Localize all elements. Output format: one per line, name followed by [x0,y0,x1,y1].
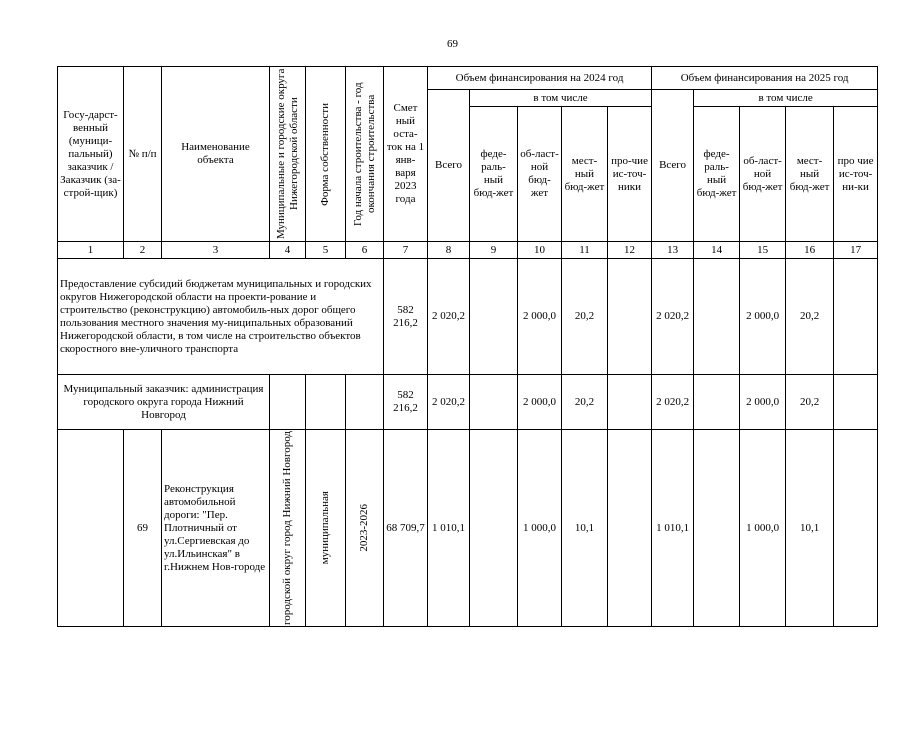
customer-row [58,375,878,430]
summary-total-2024: 2 020,2 [428,259,470,375]
header-local-2024: мест-ный бюд-жет [562,107,608,242]
column-number: 8 [428,242,470,259]
object-ownership-text: муниципальная [319,491,331,565]
header-regional-2025: об-ласт-ной бюд-жет [740,107,786,242]
header-federal-2024: феде-раль-ный бюд-жет [470,107,518,242]
object-other-2024 [608,430,652,627]
object-municipality-text: городской округ город Нижний Новгород [281,431,293,626]
customer-description: Муниципальный заказчик: администрация городского округа города Нижний Новгород [58,375,270,430]
summary-estimate: 582 216,2 [384,259,428,375]
header-total-2025: Всего [652,90,694,242]
customer-total-2025: 2 020,2 [652,375,694,430]
summary-total-2025: 2 020,2 [652,259,694,375]
customer-federal-2025 [694,375,740,430]
header-num: № п/п [124,67,162,242]
summary-regional-2024: 2 000,0 [518,259,562,375]
summary-description: Предоставление субсидий бюджетам муниципальных и городских округов Нижегородской области на проекти-рование и строительство (реконструкцию) автомобиль-ных дорог общего пользования местного значения му-ниципальных образований Нижегородской области, в том числе на строительство объектов скоростного вне-уличного транспорта [58,259,384,375]
column-number: 17 [834,242,878,259]
header-customer: Госу-дарст-венный (муници-пальный) заказчик / Заказчик (за-строй-щик) [58,67,124,242]
object-regional-2025: 1 000,0 [740,430,786,627]
summary-local-2024: 20,2 [562,259,608,375]
column-number: 6 [346,242,384,259]
column-numbers-row [58,242,878,259]
column-number: 14 [694,242,740,259]
column-number: 10 [518,242,562,259]
object-regional-2024: 1 000,0 [518,430,562,627]
column-number: 3 [162,242,270,259]
header-total-2024: Всего [428,90,470,242]
summary-row [58,259,878,375]
object-customer [58,430,124,627]
customer-estimate: 582 216,2 [384,375,428,430]
header-other-2024: про-чие ис-точ-ники [608,107,652,242]
customer-other-2025 [834,375,878,430]
summary-federal-2024 [470,259,518,375]
summary-other-2025 [834,259,878,375]
column-number: 15 [740,242,786,259]
page-number: 69 [447,38,458,50]
column-number: 1 [58,242,124,259]
summary-federal-2025 [694,259,740,375]
header-regional-2024: об-ласт-ной бюд-жет [518,107,562,242]
column-number: 16 [786,242,834,259]
header-municipality [270,67,306,242]
header-ownership [306,67,346,242]
column-number: 4 [270,242,306,259]
customer-regional-2025: 2 000,0 [740,375,786,430]
object-federal-2024 [470,430,518,627]
object-total-2025: 1 010,1 [652,430,694,627]
object-municipality [270,430,306,627]
customer-other-2024 [608,375,652,430]
customer-total-2024: 2 020,2 [428,375,470,430]
object-total-2024: 1 010,1 [428,430,470,627]
customer-ownership [306,375,346,430]
header-fin-2024: Объем финансирования на 2024 год [428,67,652,90]
object-local-2024: 10,1 [562,430,608,627]
object-local-2025: 10,1 [786,430,834,627]
column-number: 2 [124,242,162,259]
header-name: Наименование объекта [162,67,270,242]
header-municipality-text: Муниципальные и городские округа Нижегородской области [274,68,300,240]
object-name: Реконструкция автомобильной дороги: "Пер. Плотничный от ул.Сергиевская до ул.Ильинская" в г.Нижнем Нов-городе [162,430,270,627]
object-years [346,430,384,627]
customer-municipality [270,375,306,430]
summary-local-2025: 20,2 [786,259,834,375]
header-including-2025: в том числе [694,90,878,107]
column-number: 11 [562,242,608,259]
header-ownership-text: Форма собственности [319,102,331,206]
header-other-2025: про чие ис-точ-ни-ки [834,107,878,242]
header-federal-2025: феде-раль-ный бюд-жет [694,107,740,242]
object-estimate: 68 709,7 [384,430,428,627]
object-other-2025 [834,430,878,627]
object-num: 69 [124,430,162,627]
customer-federal-2024 [470,375,518,430]
column-number: 13 [652,242,694,259]
financing-table [57,66,878,627]
summary-regional-2025: 2 000,0 [740,259,786,375]
customer-local-2024: 20,2 [562,375,608,430]
header-years-text: Год начала строительства - год окончания строительства [351,82,377,226]
object-federal-2025 [694,430,740,627]
summary-other-2024 [608,259,652,375]
object-years-text: 2023-2026 [358,504,370,552]
header-estimate: Смет ный оста-ток на 1 янв-варя 2023 года [384,67,428,242]
column-number: 7 [384,242,428,259]
column-number: 5 [306,242,346,259]
header-local-2025: мест-ный бюд-жет [786,107,834,242]
customer-regional-2024: 2 000,0 [518,375,562,430]
column-number: 9 [470,242,518,259]
header-including-2024: в том числе [470,90,652,107]
header-years [346,67,384,242]
column-number: 12 [608,242,652,259]
customer-years [346,375,384,430]
header-fin-2025: Объем финансирования на 2025 год [652,67,878,90]
object-row [58,430,878,627]
object-ownership [306,430,346,627]
customer-local-2025: 20,2 [786,375,834,430]
